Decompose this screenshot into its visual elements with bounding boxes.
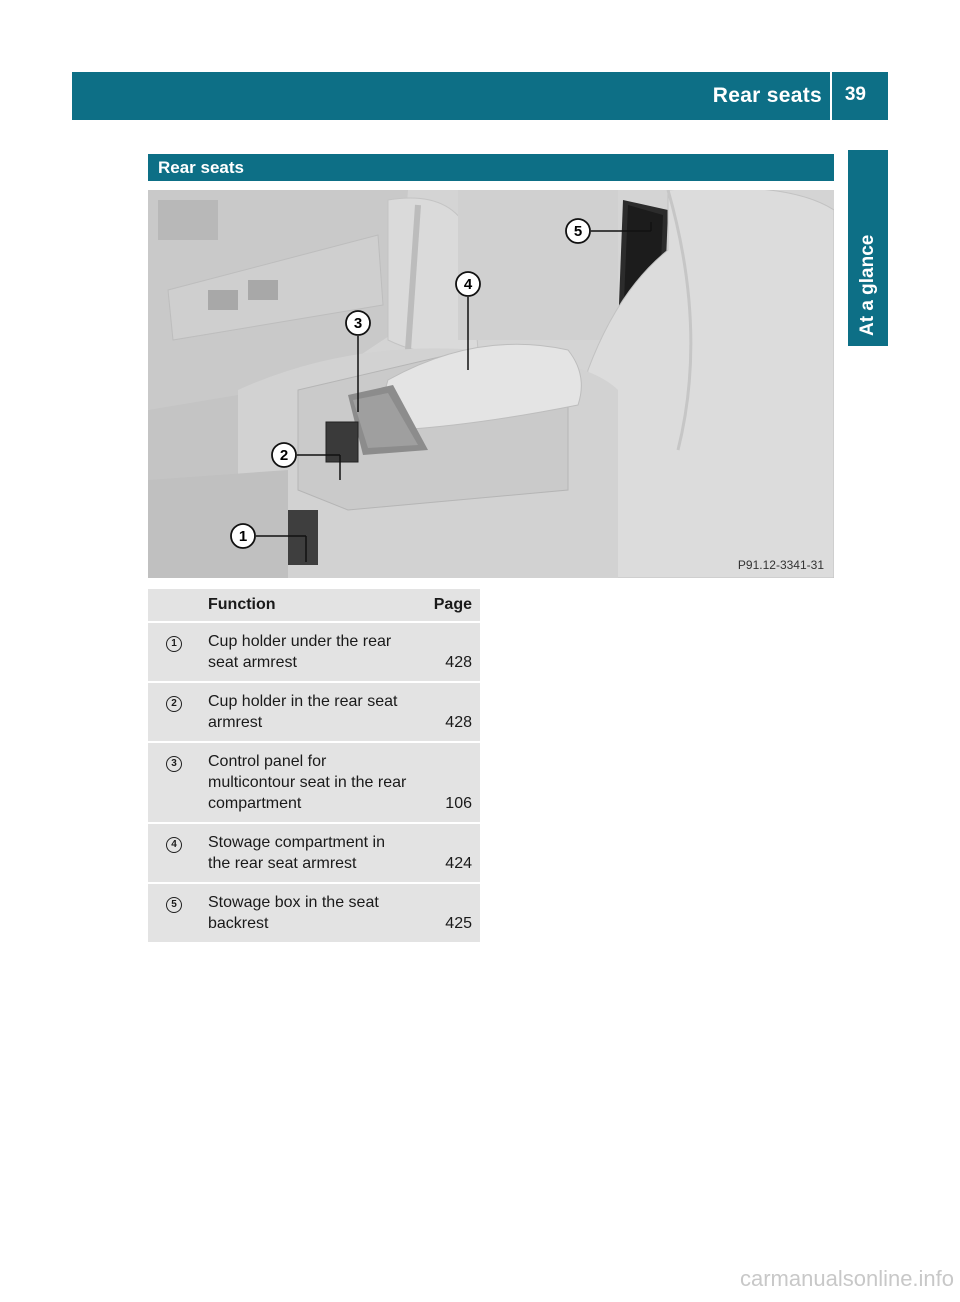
callout-2 bbox=[272, 443, 296, 467]
row-number: 2 bbox=[148, 683, 200, 741]
header-function: Function bbox=[200, 589, 418, 621]
row-page: 106 bbox=[418, 743, 480, 822]
section-title: Rear seats bbox=[158, 158, 245, 177]
header-title: Rear seats bbox=[712, 84, 822, 107]
function-table bbox=[148, 587, 480, 944]
svg-text:4: 4 bbox=[463, 276, 473, 293]
callout-1 bbox=[231, 524, 255, 548]
row-number: 1 bbox=[148, 623, 200, 681]
row-page: 424 bbox=[418, 824, 480, 882]
callout-5 bbox=[566, 219, 590, 243]
row-number: 4 bbox=[148, 824, 200, 882]
table-header-row bbox=[148, 589, 480, 621]
header-divider bbox=[830, 72, 832, 120]
svg-text:2: 2 bbox=[279, 447, 289, 464]
row-page: 428 bbox=[418, 683, 480, 741]
row-function: Control panel for multicontour seat in the rear compartment bbox=[200, 743, 418, 822]
row-function: Cup holder in the rear seat armrest bbox=[200, 683, 418, 741]
page-header bbox=[72, 72, 888, 120]
header-num bbox=[148, 589, 200, 621]
section-header bbox=[148, 154, 834, 181]
row-function: Stowage compartment in the rear seat armrest bbox=[200, 824, 418, 882]
side-tab-label: At a glance bbox=[857, 234, 878, 336]
row-function: Stowage box in the seat backrest bbox=[200, 884, 418, 942]
row-page: 425 bbox=[418, 884, 480, 942]
svg-text:1: 1 bbox=[238, 528, 248, 545]
table-row bbox=[148, 884, 480, 942]
callout-4 bbox=[456, 272, 480, 296]
svg-text:5: 5 bbox=[573, 223, 583, 240]
row-number: 5 bbox=[148, 884, 200, 942]
footer-watermark: carmanualsonline.info bbox=[740, 1266, 955, 1291]
page-number: 39 bbox=[844, 84, 866, 105]
rear-seats-figure bbox=[148, 190, 834, 578]
table-row bbox=[148, 623, 480, 681]
row-function: Cup holder under the rear seat armrest bbox=[200, 623, 418, 681]
table-row bbox=[148, 743, 480, 822]
row-page: 428 bbox=[418, 623, 480, 681]
figure-code: P91.12-3341-31 bbox=[737, 558, 824, 572]
header-page: Page bbox=[418, 589, 480, 621]
row-number: 3 bbox=[148, 743, 200, 822]
table-row bbox=[148, 824, 480, 882]
callout-3 bbox=[346, 311, 370, 335]
rear-seats-illustration bbox=[148, 190, 834, 578]
svg-text:3: 3 bbox=[353, 315, 363, 332]
table-row bbox=[148, 683, 480, 741]
